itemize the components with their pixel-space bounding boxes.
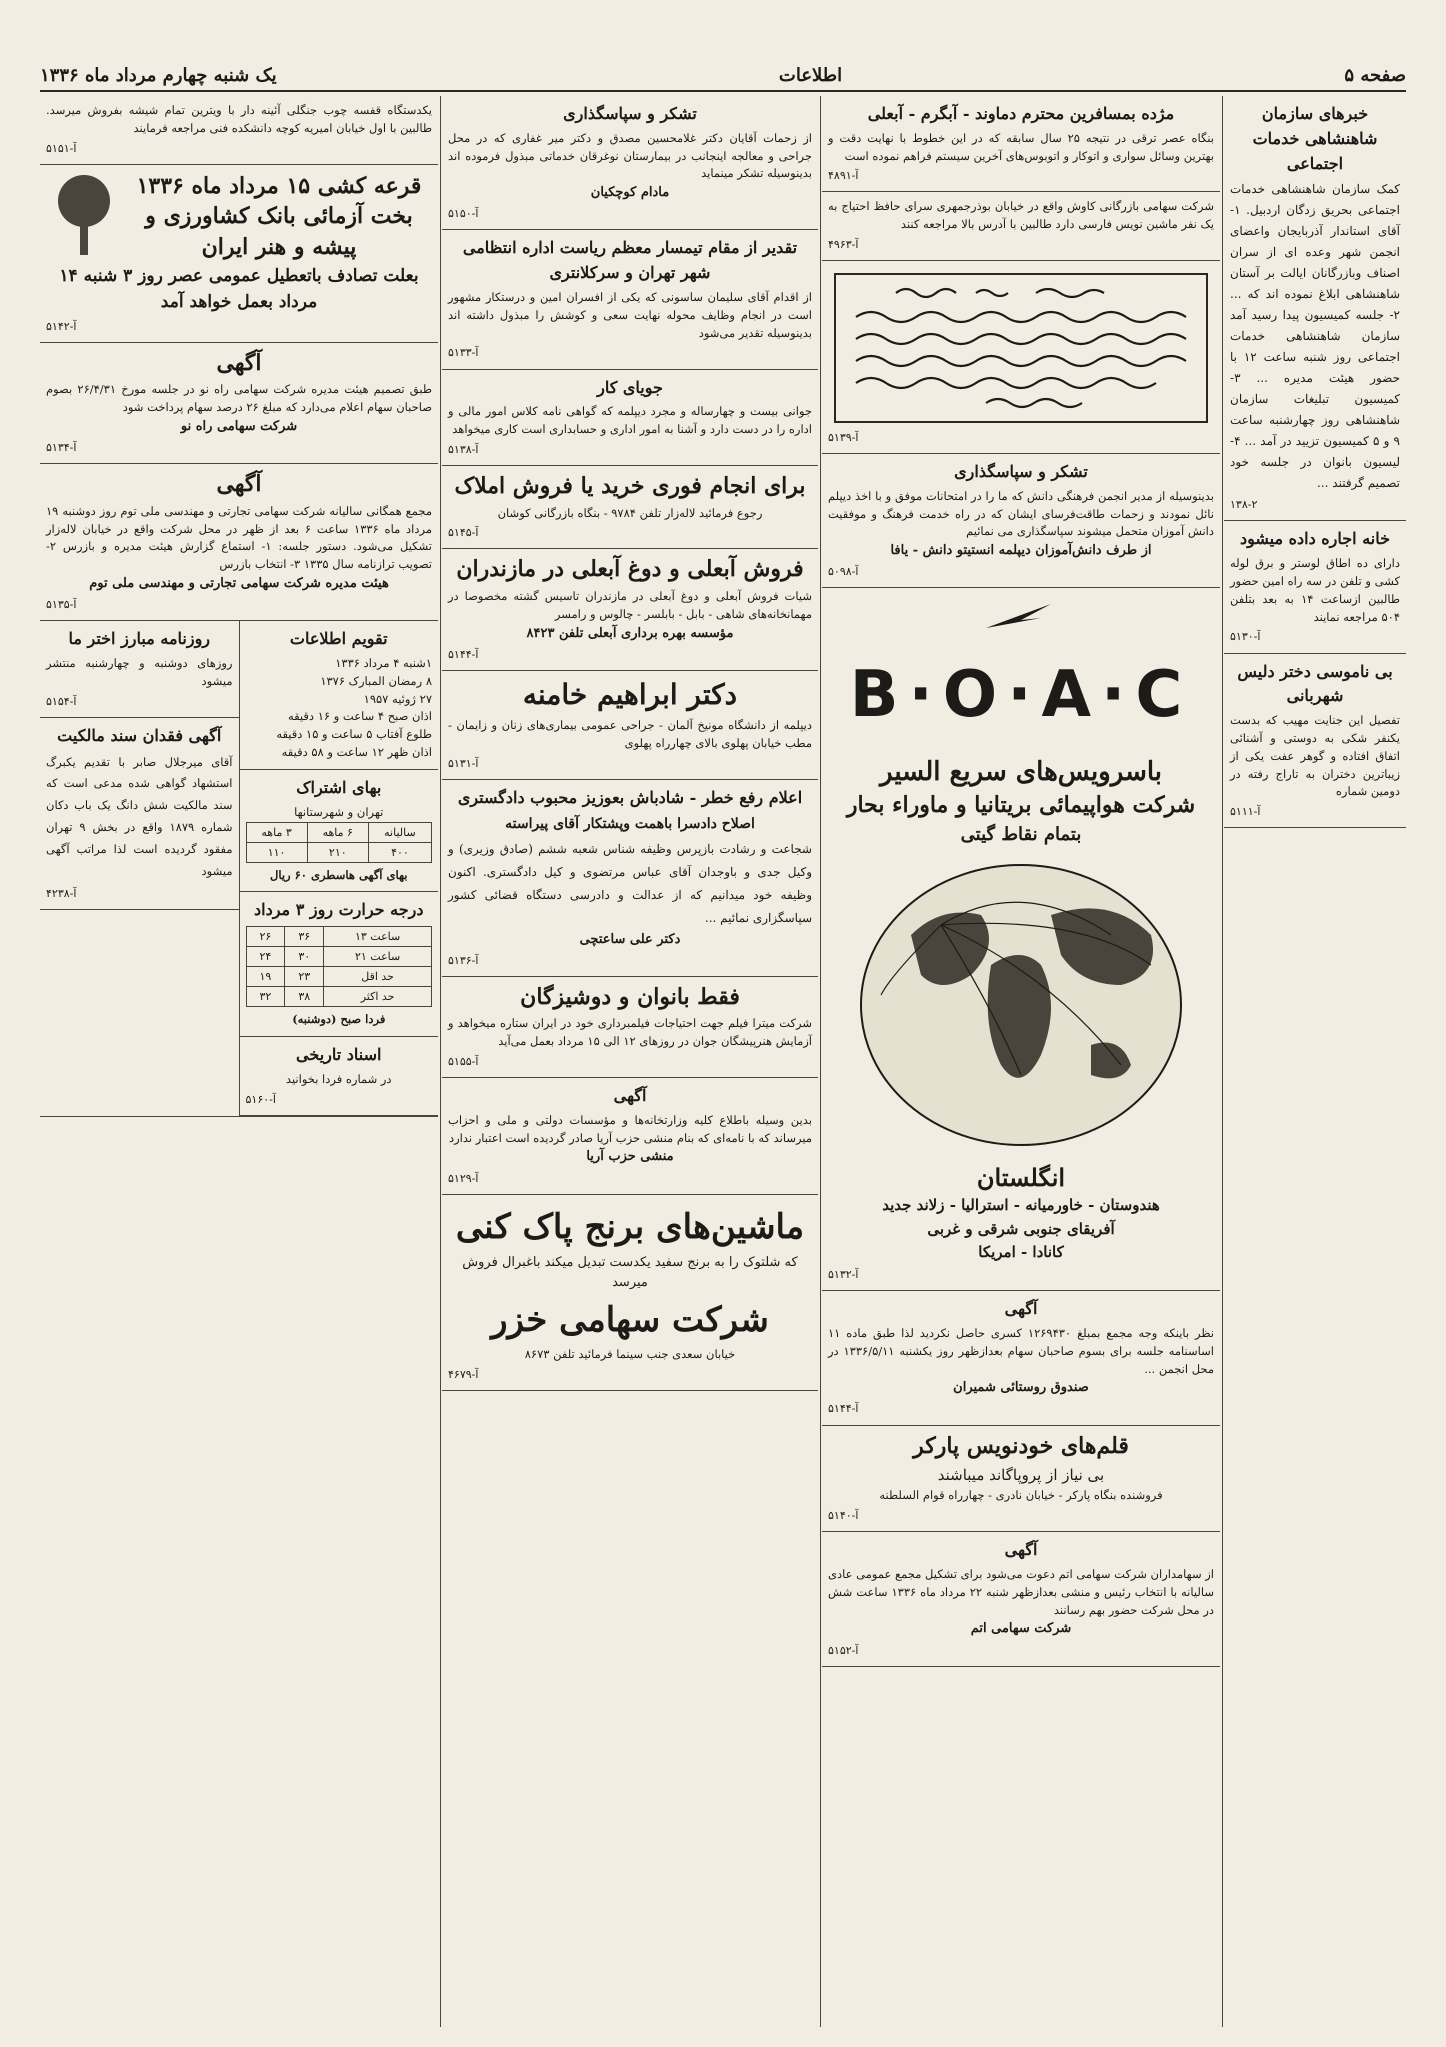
calendar-box bbox=[240, 621, 439, 770]
boac-dest3: آفریقای جنوبی شرقی و غربی bbox=[927, 1219, 1115, 1238]
job-seeker-ad bbox=[442, 370, 818, 466]
doctor-khamene-ad bbox=[442, 671, 818, 780]
column-rule bbox=[1222, 96, 1223, 2027]
calendar-row-1: ۱شنبه ۴ مرداد ۱۳۳۶ bbox=[335, 656, 432, 671]
table-cell: ۳۸ bbox=[285, 987, 324, 1007]
real-estate-ad bbox=[442, 466, 818, 549]
masthead bbox=[40, 52, 1406, 92]
ad-code: آ-۴۹۶۳ bbox=[828, 238, 859, 252]
ad-shop: فروشنده بنگاه پارکر - خیابان نادری - چهارراه قوام السلطنه bbox=[879, 1488, 1163, 1503]
cabinet-sale-ad bbox=[40, 96, 438, 165]
ad-body: بی نیاز از پروپاگاند میباشند bbox=[937, 1466, 1105, 1485]
calendar-title: تقویم اطلاعات bbox=[289, 629, 388, 649]
ad-body: تفصیل این جنایت مهیب که بدست یکنفر شکی به دوستی و آشنائی اتفاق افتاده و گوهر عفت یکی از زیباترین دختران به تاراج رفته در دومین شماره bbox=[1230, 713, 1400, 799]
column-3 bbox=[442, 96, 818, 2027]
ad-signature: مادام کوچکیان bbox=[590, 185, 670, 201]
ad-title: مژده بمسافرین محترم دماوند - آبگرم - آبعلی bbox=[867, 104, 1175, 123]
ad-body: شرکت میترا فیلم جهت احتیاجات فیلمبرداری خود در ایران ستاره میخواهد و آزمایش هنرپیشگان جوان در روزهای ۱۲ الی ۱۵ مرداد بعمل می‌آید bbox=[448, 1016, 812, 1049]
ad-signature: مؤسسه بهره برداری آبعلی تلفن ۸۴۲۳ bbox=[526, 625, 734, 641]
calendar-row-5: طلوع آفتاب ۵ ساعت و ۱۵ دقیقه bbox=[276, 727, 432, 742]
boac-logo: B·O·A·C bbox=[849, 658, 1193, 733]
lottery-ad bbox=[40, 165, 438, 343]
newspaper-ad bbox=[40, 621, 239, 717]
ad-body: شیات فروش آبعلی و دوغ آبعلی در مازندران تاسیس گشته مخصوصا در مهمانخانه‌های شاهی - بابل - بابلسر - چالوس و رامسر bbox=[448, 589, 812, 621]
ad-code: آ-۵۱۴۰ bbox=[828, 1509, 859, 1523]
boac-ad bbox=[822, 588, 1220, 1291]
boac-line2: شرکت هواپیمائی بریتانیا و ماوراء بحار bbox=[846, 792, 1196, 818]
history-title: اسناد تاریخی bbox=[296, 1045, 382, 1065]
abali-water-ad bbox=[442, 549, 818, 670]
ad-code: آ-۵۱۳۲ bbox=[828, 1268, 859, 1282]
ad-signature: صندوق روستائی شمیران bbox=[953, 1380, 1089, 1396]
ad-body: از سهامداران شرکت سهامی اتم دعوت می‌شود برای تشکیل مجمع عمومی عادی سالیانه با انتخاب رئیس و منشی بعدازظهر شنبه ۲۲ مرداد ماه ۱۳۳۶ ساعت شش در محل شرکت حضور بهم رسانند bbox=[828, 1567, 1214, 1617]
hebrew-notice bbox=[822, 261, 1220, 454]
temperature-title: درجه حرارت روز ۳ مرداد bbox=[254, 900, 424, 920]
ad-body: یکدستگاه قفسه چوب جنگلی آئینه دار با ویترین تمام شیشه بفروش میرسد. طالبین با اول خیابان امیریه کوچه دانشکده فنی مراجعه فرمایند bbox=[46, 103, 432, 135]
police-story-ad bbox=[1224, 654, 1406, 829]
typist-wanted-ad bbox=[822, 192, 1220, 261]
social-services-news bbox=[1224, 96, 1406, 521]
ad-title: آگهی bbox=[216, 349, 262, 376]
ad-code: آ-۵۱۳۹ bbox=[828, 430, 859, 444]
ad-signature: هیئت مدیره شرکت سهامی تجارتی و مهندسی ملی توم bbox=[89, 576, 389, 592]
issue-date: یک شنبه چهارم مرداد ماه ۱۳۳۶ bbox=[40, 65, 277, 86]
table-cell: ۱۹ bbox=[246, 967, 285, 987]
ad-body: بنگاه عصر ترقی در نتیجه ۲۵ سال سابقه که در این خطوط با نهایت دقت و بهترین وسائل سواری و اتوکار و اتوبوس‌های آخرین سیستم فراهم نموده است bbox=[828, 130, 1214, 163]
news-body: کمک سازمان شاهنشاهی خدمات اجتماعی بحریق زدگان اردبیل. ۱- آقای استاندار آذربایجان واعضای انجمن شهر وعده ای از سران اصناف وبازرگانان ایالت بر آستان شاهنشاهی ابلاغ نموده اند که ... ۲- جلسه کمیسیون پیدا رسید آمد سازمان شاهنشاهی خدمات اجتماعی روز شنبه ساعت ۱۲ با حضور هیئت مدیره ... ۳- کمیسیون تبلیغات سازمان شاهنشاهی روز چهارشنبه ساعت ۹ و ۵ کمیسیون تزیید در آمد ... ۴- لیسیون بانوان در جلسه خود تصمیم گرفتند ... bbox=[1230, 182, 1401, 491]
ad-body: دارای ده اطاق لوستر و برق لوله کشی و تلفن در سه راه امین حضور طالبین ازساعت ۱۴ به بعد بتلفن ۵۰۴ مراجعه نمایند bbox=[1230, 556, 1400, 624]
ad-title: آگهی bbox=[1004, 1299, 1038, 1319]
subscription-title: بهای اشتراک bbox=[296, 777, 382, 797]
boac-dest1: انگلستان bbox=[976, 1162, 1066, 1192]
ad-title: روزنامه مبارز اختر ما bbox=[68, 629, 211, 649]
ad-code: آ-۵۰۹۸ bbox=[828, 565, 859, 579]
globe-route-map bbox=[851, 855, 1191, 1155]
ad-title: آگهی bbox=[1004, 1540, 1038, 1560]
tomorrow-label: فردا صبح (دوشنبه) bbox=[292, 1012, 386, 1027]
ad-code: آ-۵۱۵۵ bbox=[448, 1054, 479, 1068]
rah-no-notice bbox=[40, 343, 438, 464]
ad-code: آ-۵۱۳۴ bbox=[46, 441, 77, 455]
ad-company: شرکت سهامی خزر bbox=[491, 1299, 769, 1340]
subscription-table bbox=[246, 822, 433, 863]
ad-body: شرکت سهامی بازرگانی کاوش واقع در خیابان بوذرجمهری سرای حافظ احتیاج به یک نفر ماشین نویس فارسی دارد طالبین با آدرس بالا مراجعه کنند bbox=[828, 199, 1214, 232]
ad-subtitle: اصلاح دادسرا باهمت وپشتکار آقای پیراسته bbox=[505, 815, 755, 832]
ad-code: آ-۵۱۶۰ bbox=[245, 1092, 276, 1106]
kochakian-thanks-ad bbox=[442, 96, 818, 230]
ad-signature: شرکت سهامی اتم bbox=[970, 1621, 1072, 1637]
calendar-row-6: اذان ظهر ۱۲ ساعت و ۵۸ دقیقه bbox=[281, 745, 432, 760]
ad-code: آ-۴۶۷۹ bbox=[448, 1368, 479, 1382]
ad-code: آ-۵۱۳۳ bbox=[448, 346, 479, 360]
ad-price: بهای آگهی هاسطری ۶۰ ریال bbox=[269, 867, 408, 882]
ad-body: نظر باینکه وجه مجمع بمبلغ ۱۲۶۹۴۳۰ کسری حاصل نکردید لذا طبق ماده ۱۱ اساسنامه جلسه برای بسوم صاحبان سهام بعدازظهر روز یکشنبه ۱۳۳۶/۵/۱۱ در محل انجمن ... bbox=[828, 1325, 1214, 1376]
ad-signature: از طرف دانش‌آموزان دیپلمه انستیتو دانش - یافا bbox=[890, 543, 1152, 559]
ad-title: تشکر و سپاسگذاری bbox=[563, 104, 697, 123]
ad-title: تشکر و سپاسگذاری bbox=[954, 462, 1088, 481]
ad-title: قلم‌های خودنویس پارکر bbox=[913, 1432, 1129, 1459]
table-cell: سالیانه bbox=[368, 822, 431, 842]
ad-body: از اقدام آقای سلیمان ساسونی که یکی از افسران امین و درستکار مشهور است در انجام وظایف محوله نهایت سعی و کوشش را مبذول داشته اند بدینوسیله تقدیر می‌شود bbox=[448, 290, 812, 340]
boac-line1: باسرویس‌های سریع السیر bbox=[879, 756, 1163, 787]
ad-code: ۱۳۸-۲ bbox=[1230, 498, 1258, 512]
table-cell: ساعت ۱۳ bbox=[324, 927, 432, 947]
calendar-row bbox=[40, 621, 438, 1117]
ad-body: جوانی بیست و چهارساله و مجرد دیپلمه که گواهی نامه کلاس امور مالی و اداره را در دست دارد و آشنا به امور اداری و حسابداری است کاری میخواهد bbox=[448, 404, 812, 437]
ad-code: آ-۴۸۹۱ bbox=[828, 169, 859, 183]
ad-body: مجمع همگانی سالیانه شرکت سهامی تجارتی و مهندسی ملی توم روز دوشنبه ۱۹ مرداد ماه ۱۳۳۶ ساعت ۶ بعد از ظهر در محل شرکت واقع در خیابان لاله‌زار تشکیل می‌شود. دستور جلسه: ۱- استماع گزارش هیئت مدیره و بازرس ۲- تصویب ترازنامه سال ۱۳۳۵ ۳- انتخاب بازرس bbox=[46, 503, 432, 572]
parker-pen-ad bbox=[822, 1426, 1220, 1533]
table-cell: ساعت ۲۱ bbox=[324, 947, 432, 967]
ad-title: آگهی bbox=[613, 1086, 647, 1106]
ad-subtitle: بعلت تصادف باتعطیل عمومی عصر روز ۳ شنبه ۱۴ مرداد بعمل خواهد آمد bbox=[59, 266, 419, 313]
news-title: خبرهای سازمان شاهنشاهی خدمات اجتماعی bbox=[1252, 104, 1378, 173]
ad-code: آ-۵۱۱۱ bbox=[1230, 805, 1261, 819]
ad-code: آ-۵۱۴۲ bbox=[46, 319, 77, 333]
ad-title: دکتر ابراهیم خامنه bbox=[522, 677, 738, 711]
table-cell: حد اکثر bbox=[324, 987, 432, 1007]
ad-body: بدین وسیله باطلاع کلیه وزارتخانه‌ها و مؤسسات دولتی و ملی و احزاب میرساند که با نامه‌ای که بنام منشی حزب آریا صادر گردیده است اعتبار ندارد bbox=[448, 1112, 812, 1145]
police-appreciation-ad bbox=[442, 230, 818, 369]
ad-code: آ-۵۱۳۸ bbox=[448, 442, 479, 456]
table-cell: ۴۰۰ bbox=[368, 842, 431, 862]
table-cell: ۳ ماهه bbox=[246, 822, 307, 842]
ad-body: دیپلمه از دانشگاه مونیخ آلمان - جراحی عمومی بیماری‌های زنان و زایمان - مطب خیابان پهلوی بالای چهارراه پهلوی bbox=[448, 718, 812, 751]
ad-code: آ-۵۱۳۶ bbox=[448, 953, 479, 967]
ad-code: آ-۵۱۴۴ bbox=[828, 1402, 859, 1416]
table-cell: ۳۶ bbox=[285, 927, 324, 947]
table-cell: ۲۶ bbox=[246, 927, 285, 947]
ad-code: آ-۵۱۵۲ bbox=[828, 1643, 859, 1657]
ad-body: روزهای دوشنبه و چهارشنبه منتشر میشود bbox=[46, 656, 233, 688]
handwritten-notice-frame bbox=[834, 273, 1208, 423]
ad-title: فروش آبعلی و دوغ آبعلی در مازندران bbox=[456, 556, 804, 583]
table-cell: حد اقل bbox=[324, 967, 432, 987]
column-rule bbox=[440, 96, 441, 2027]
ad-body: از زحمات آقایان دکتر غلامحسین مصدق و دکتر میر غفاری که در محل جراحی و معالجه اینجانب در بیمارستان نوغرقان خدماتی مبذول فرموده اند بدینوسیله تشکر مینماید bbox=[448, 130, 812, 181]
ad-title: اعلام رفع خطر - شادباش بعوزیز محبوب دادگستری bbox=[457, 787, 803, 807]
women-film-ad bbox=[442, 977, 818, 1078]
calendar-row-2: ۸ رمضان المبارک ۱۳۷۶ bbox=[320, 673, 432, 688]
tree-emblem-icon bbox=[44, 171, 124, 261]
ad-code: آ-۵۱۳۵ bbox=[46, 598, 77, 612]
table-cell: ۲۱۰ bbox=[307, 842, 368, 862]
subscription-subtitle: تهران و شهرستانها bbox=[294, 804, 384, 819]
column-2 bbox=[822, 96, 1220, 2027]
ad-title: برای انجام فوری خرید یا فروش املاک bbox=[454, 472, 806, 499]
ad-title: خانه اجاره داده میشود bbox=[1240, 529, 1390, 549]
ad-title: آگهی bbox=[216, 471, 262, 498]
boac-dest4: کانادا - امریکا bbox=[978, 1242, 1064, 1261]
page-number: صفحه ۵ bbox=[1344, 65, 1406, 86]
boac-line3: بتمام نقاط گیتی bbox=[960, 823, 1082, 845]
column-1 bbox=[1224, 96, 1406, 2027]
tom-company-notice bbox=[40, 464, 438, 621]
ad-title: قرعه کشی ۱۵ مرداد ماه ۱۳۳۶ بخت آزمائی بانک کشاورزی و پیشه و هنر ایران bbox=[136, 172, 422, 261]
ad-signature: شرکت سهامی راه نو bbox=[180, 419, 298, 435]
calendar-row-3: ۲۷ ژوئیه ۱۹۵۷ bbox=[363, 691, 432, 706]
damavand-travel-ad bbox=[822, 96, 1220, 192]
ad-code: آ-۵۱۴۵ bbox=[448, 526, 479, 540]
table-cell: ۳۲ bbox=[246, 987, 285, 1007]
subscription-box bbox=[240, 770, 439, 893]
column-4 bbox=[40, 96, 438, 2027]
ad-code: آ-۵۱۳۱ bbox=[448, 756, 479, 770]
temperature-table bbox=[246, 926, 433, 1007]
boac-dest2: هندوستان - خاورمیانه - استرالیا - زلاند جدید bbox=[882, 1196, 1160, 1215]
ad-code: آ-۵۱۳۰ bbox=[1230, 630, 1261, 644]
temperature-box bbox=[240, 892, 439, 1037]
rural-fund-notice bbox=[822, 1291, 1220, 1425]
ad-title: ماشین‌های برنج پاک کنی bbox=[455, 1206, 805, 1247]
ad-title: تقدیر از مقام تیمسار معظم ریاست اداره انتظامی شهر تهران و سرکلانتری bbox=[462, 238, 798, 283]
house-rent-ad bbox=[1224, 521, 1406, 653]
table-cell: ۶ ماهه bbox=[307, 822, 368, 842]
atom-company-notice bbox=[822, 1532, 1220, 1666]
ad-title: آگهی فقدان سند مالکیت bbox=[57, 725, 222, 745]
history-box bbox=[240, 1037, 439, 1116]
ad-code: آ-۵۱۲۹ bbox=[448, 1171, 479, 1185]
ad-body: بدینوسیله از مدیر انجمن فرهنگی دانش که ما را در امتحانات موفق و با اخذ دیپلم نائل نمودند و زحمات طاقت‌فرسای ایشان که در راه خدمت فرهنگ و موفقیت دانش آموزان متحمل میشوند سپاسگذاری می نمائیم bbox=[828, 488, 1214, 539]
ad-title: فقط بانوان و دوشیزگان bbox=[520, 983, 740, 1010]
ad-code: آ-۵۱۵۱ bbox=[46, 141, 77, 155]
table-cell: ۳۰ bbox=[285, 947, 324, 967]
ad-body: که شلتوک را به برنج سفید یکدست تبدیل میکند باغبرال فروش میرسد bbox=[462, 1255, 798, 1291]
ad-body: شجاعت و رشادت بازپرس وظیفه شناس شعبه ششم (صادق وزیری) و وکیل جدی و باوجدان آقای عباس مرتضوی و کیل دادگستری. اکنون وظیفه خود میدانیم که از عدالت و دادرسی دستگاه قضائی کشور سپاسگزاری نمائیم ... bbox=[448, 842, 812, 925]
graduates-thanks-ad bbox=[822, 454, 1220, 588]
column-rule bbox=[820, 96, 821, 2027]
rice-machine-ad bbox=[442, 1195, 818, 1392]
lost-deed-ad bbox=[40, 718, 239, 910]
ad-signature: منشی حزب آریا bbox=[586, 1149, 674, 1165]
handwritten-notice-image bbox=[836, 275, 1206, 415]
table-cell: ۲۴ bbox=[246, 947, 285, 967]
ad-code: آ-۵۱۵۴ bbox=[46, 694, 77, 708]
ad-title: بی ناموسی دختر دلیس شهربانی bbox=[1237, 661, 1393, 706]
table-cell: ۲۳ bbox=[285, 967, 324, 987]
ad-code: آ-۴۲۳۸ bbox=[46, 886, 77, 900]
history-body: در شماره فردا بخوانید bbox=[285, 1072, 392, 1087]
ad-body: طبق تصمیم هیئت مدیره شرکت سهامی راه نو در جلسه مورخ ۲۶/۴/۳۱ بصوم صاحبان سهام اعلام می‌دارد که مبلغ ۲۶ درصد سهام پرداخت شود bbox=[46, 382, 432, 415]
ad-address: خیابان سعدی جنب سینما فرمائید تلفن ۸۶۷۳ bbox=[524, 1347, 736, 1362]
arya-party-notice bbox=[442, 1078, 818, 1195]
ad-code: آ-۵۱۵۰ bbox=[448, 207, 479, 221]
calendar-column bbox=[239, 621, 439, 1116]
left-subcolumn bbox=[40, 621, 239, 1116]
ad-body: آقای میرجلال صابر با تقدیم یکبرگ استشهاد گواهی شده مدعی است که سند مالکیت شش دانگ یک باب دکان شماره ۱۸۷۹ واقع در بخش ۹ تهران مفقود گردیده است لذا مراتب آگهی میشود bbox=[46, 754, 233, 878]
calendar-row-4: اذان صبح ۴ ساعت و ۱۶ دقیقه bbox=[287, 709, 432, 724]
judiciary-announcement bbox=[442, 780, 818, 977]
paper-name: اطلاعات bbox=[778, 65, 843, 86]
speedbird-icon bbox=[981, 598, 1061, 638]
ad-signature: دکتر علی ساعتچی bbox=[579, 931, 681, 947]
table-cell: ۱۱۰ bbox=[246, 842, 307, 862]
ad-code: آ-۵۱۴۴ bbox=[448, 647, 479, 661]
ad-title: جویای کار bbox=[597, 377, 663, 397]
ad-body: رجوع فرمائید لاله‌زار تلفن ۹۷۸۴ - بنگاه بازرگانی کوشان bbox=[497, 505, 763, 520]
